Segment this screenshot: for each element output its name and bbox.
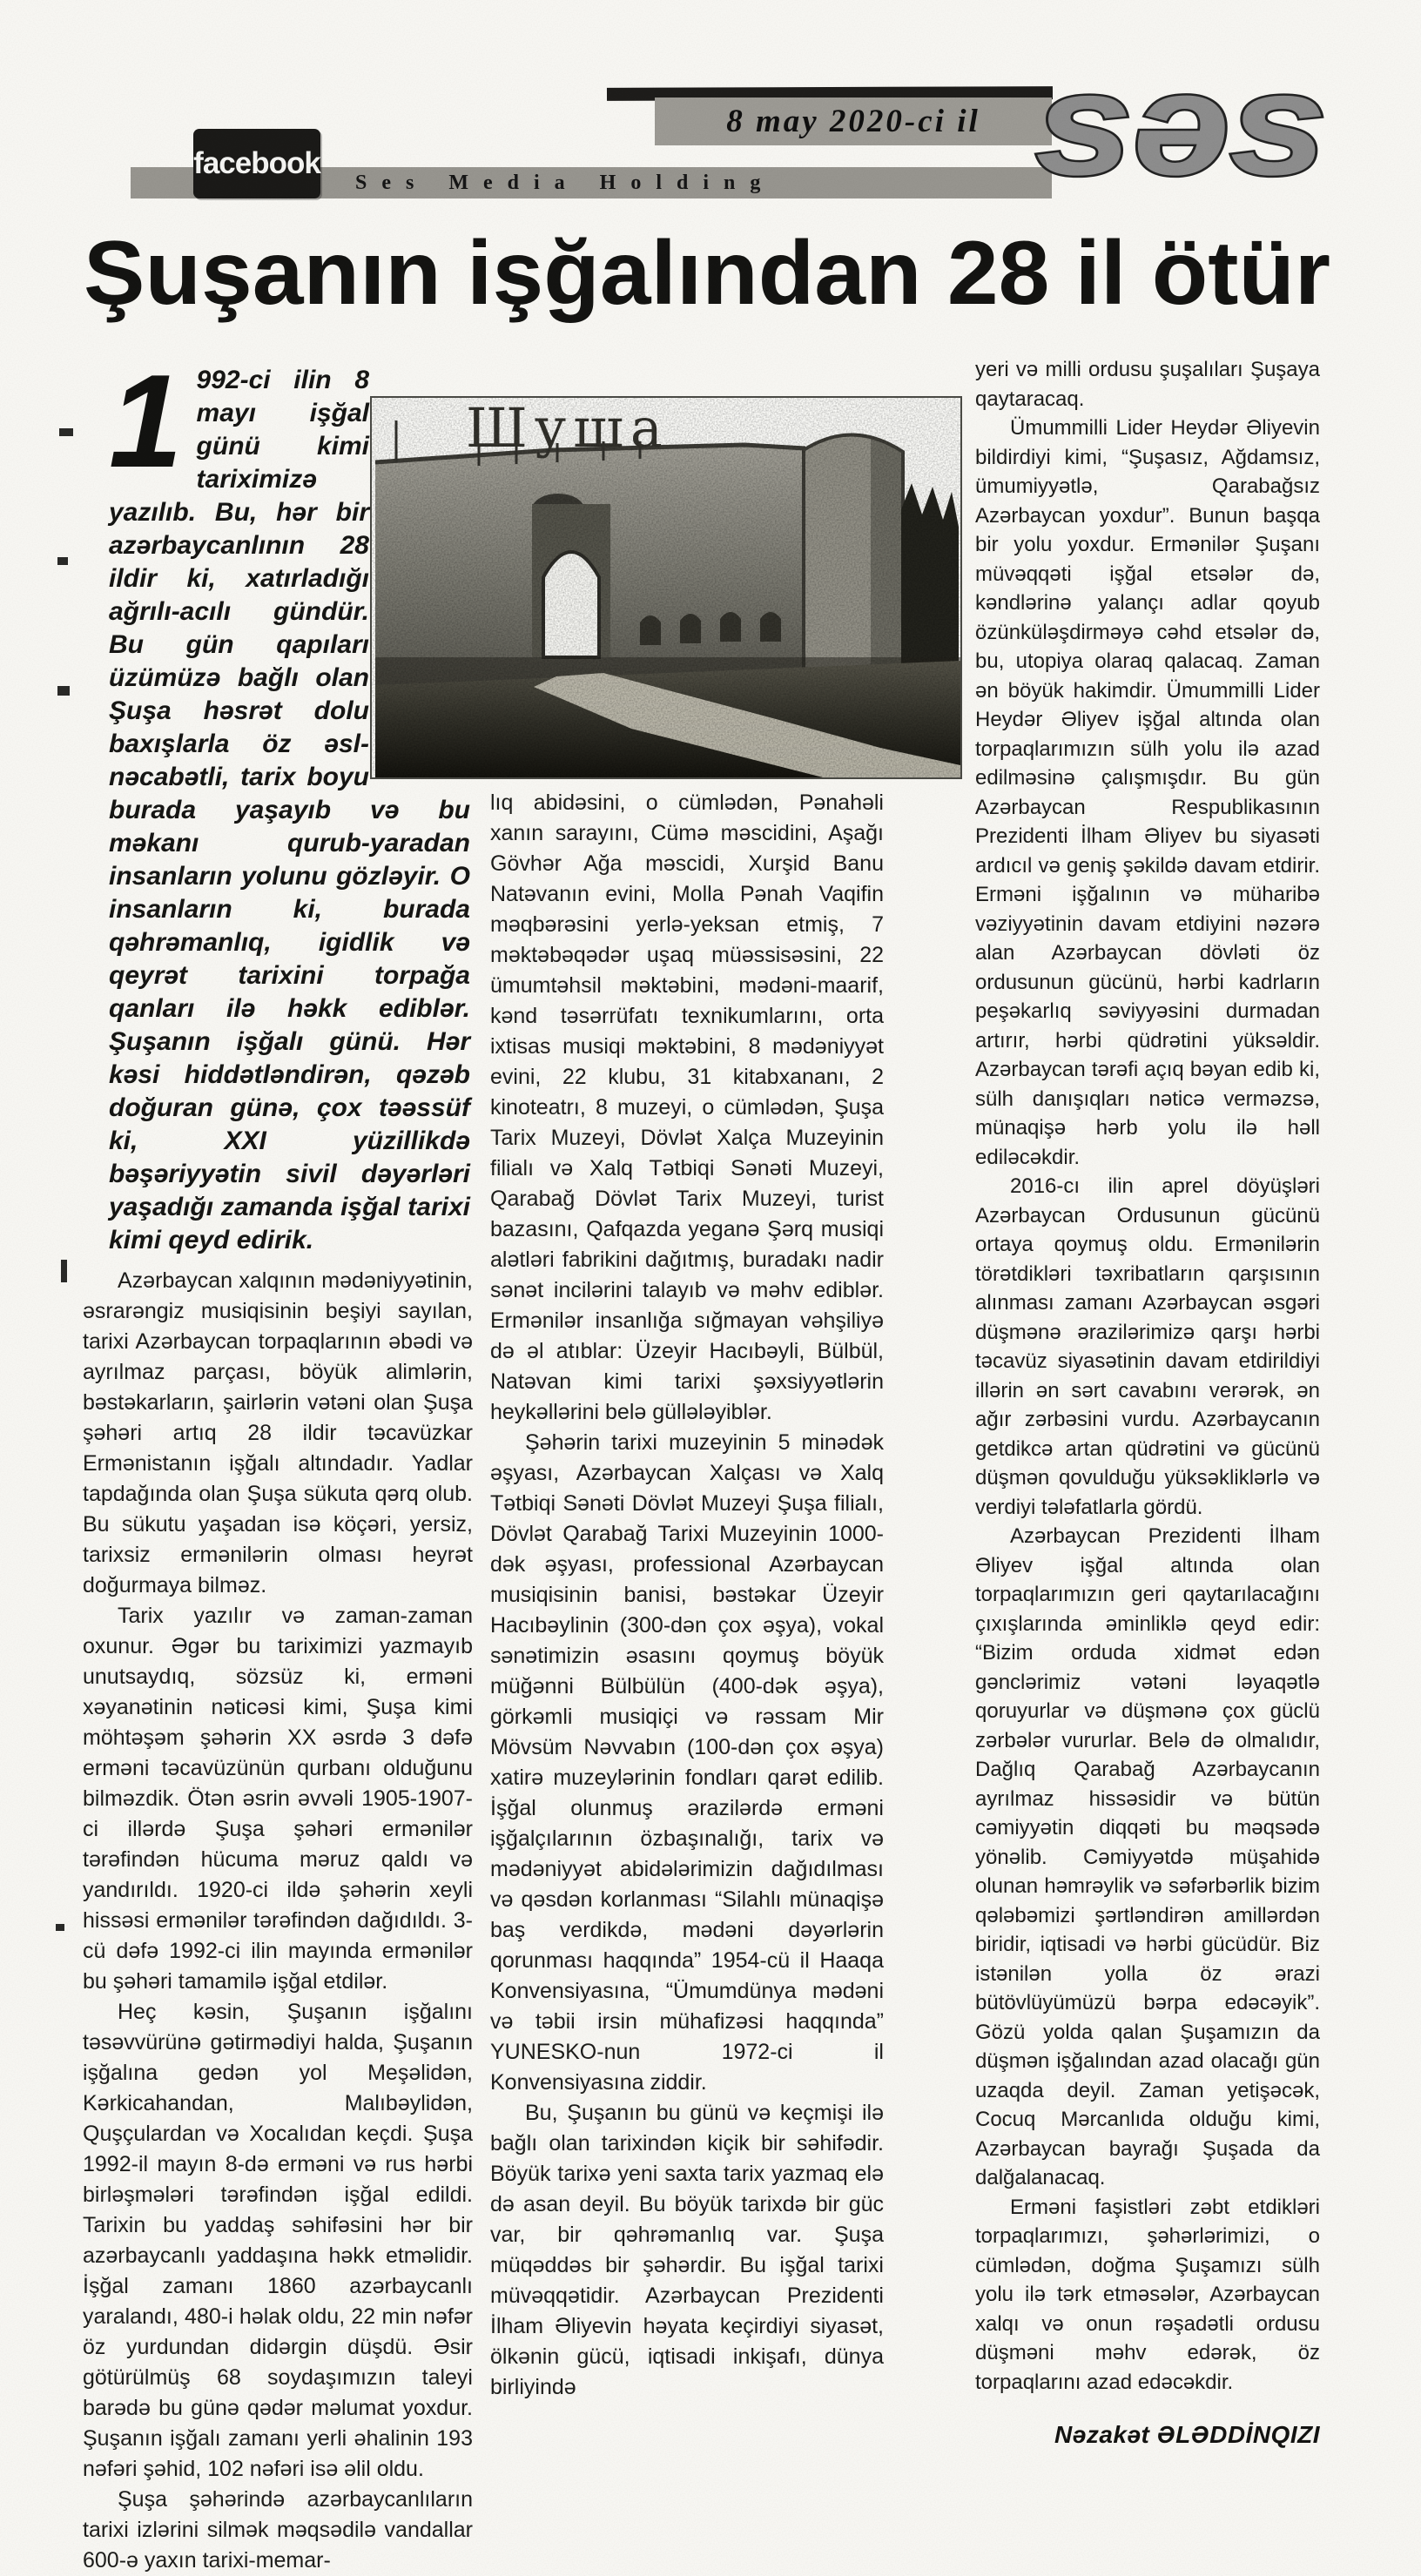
- column-2: [490, 788, 884, 2494]
- body-paragraph: Şuşa şəhərində azərbaycanlıların tarixi izlərini silmək məqsədilə vandallar 600-ə yaxın tarixi-memar-: [83, 2487, 473, 2573]
- scan-artifact: [61, 1260, 67, 1282]
- facebook-logo: [193, 129, 320, 198]
- body-paragraph: Bu, Şuşanın bu günü və keçmişi ilə bağlı olan tarixindən kiçik bir səhifədir. Böyük tarixə yeni saxta tarix yazmaq elə də asan deyil. Bu böyük tarixdə bir güc var, bir qəhrəmanlıq var. Şuşa müqəddəs bir şəhərdir. Bu işğal tarixi müvəqqətidir. Azərbaycan Prezidenti İlham Əliyevin həyata keçirdiyi siyasət, ölkənin gücü, iqtisadi inkişafı, dünya birliyində: [490, 2101, 884, 2399]
- issue-date: 8 may 2020-ci il: [726, 104, 980, 139]
- author-byline: Nəzakət ƏLƏDDİNQIZI: [1054, 2421, 1320, 2448]
- column-1: [83, 347, 473, 2573]
- issue-date-box: [655, 98, 1052, 145]
- scan-artifact: [59, 428, 73, 436]
- dropcap: 1: [109, 347, 183, 495]
- page-title: Şuşanın işğalından 28 il ötür: [84, 223, 1330, 324]
- body-paragraph: lıq abidəsini, o cümlədən, Pənahəli xanın sarayını, Cümə məscidini, Aşağı Gövhər Ağa məscidi, Xurşid Banu Natəvanın evini, Molla Pənah Vaqifin məqbərəsini yerlə-yeksan etmiş, 7 məktəbəqədər uşaq müəssisəsini, 22 ümumtəhsil məktəbini, mədəni-maarif, kənd təsərrüfatı texnikumlarını, orta ixtisas musiqi məktəbini, 8 mədəniyyət evini, 22 klubu, 31 kitabxananı, 2 kinoteatrı, 8 muzeyi, o cümlədən, Şuşa Tarix Muzeyi, Dövlət Xalça Muzeyinin filialı və Xalq Tətbiqi Sənəti Muzeyi, Qarabağ Dövlət Tarix Muzeyi, turist bazasını, Qafqazda yeganə Şərq musiqi alətləri fabrikini dağıtmış, buradakı nadir sənət incilərini talayıb və məhv ediblər. Ermənilər insanlığa sığmayan vəhşiliyə də əl atıblar: Üzeyir Hacıbəyli, Bülbül, Natəvan kimi tarixi şəxsiyyətlərin heykəllərini belə güllələyiblər.: [490, 790, 884, 1424]
- body-paragraph: 2016-cı ilin aprel döyüşləri Azərbaycan Ordusunun gücünü ortaya qoymuş oldu. Ermənilərin törətdikləri təxribatların qarşısının alınması zamanı Azərbaycan əsgəri düşmənə ərazilərimizə qarşı hərbi təcavüz siyasətinin davam etdirildiyi illərin ən sərt cavabını verərək, ən ağır zərbəsini vurdu. Azərbaycanın getdikcə artan qüdrətini və gücünü düşmən qovulduğu yüksəkliklərlə və verdiyi tələfatlarla gördü.: [975, 1174, 1320, 1519]
- scan-artifact: [56, 1924, 64, 1931]
- facebook-logo-label: facebook: [193, 146, 320, 180]
- lead-text: 992-ci ilin 8 mayı işğal günü kimi tariximizə yazılıb. Bu, hər bir azərbaycanlının 28 ildir ki, xatırladığı ağrılı-acılı gündür. Bu gün qapıları üzümüzə bağlı olan Şuşa həsrət dolu baxışlarla öz əsl-nəcabətli, tarix boyu burada yaşayıb və bu məkanı qurub-yaradan insanların yolunu gözləyir. O insanların ki, burada qəhrəmanlıq, igidlik və qeyrət tarixini torpağa qanları ilə həkk ediblər. Şuşanın işğalı günü. Hər kəsi hiddətləndirən, qəzəb doğuran günə, çox təəssüf ki, XXI yüzillikdə bəşəriyyətin sivil dəyərləri yaşadığı zamanda işğal tarixi kimi qeyd edirik.: [109, 366, 470, 1254]
- body-paragraph: Azərbaycan xalqının mədəniyyətinin, əsrarəngiz musiqisinin beşiyi sayılan, tarixi Azərbaycan torpaqlarının əbədi və ayrılmaz parçası, böyük alimlərin, bəstəkarların, şairlərin vətəni olan Şuşa şəhəri artıq 28 ildir təcavüzkar Ermənistanın işğalı altındadır. Yadlar tapdağında olan Şuşa sükuta qərq olub. Bu sükutu yaşadan isə köçəri, yersiz, tarixsiz ermənilərin olması heyrət doğurmaya bilməz.: [83, 1268, 473, 1597]
- column-3: [975, 355, 1320, 2486]
- ses-logo-text: səs: [1035, 42, 1327, 205]
- shusha-sign-text: Шуша: [466, 396, 670, 460]
- media-holding-label: Ses Media Holding: [355, 172, 776, 194]
- body-paragraph: Azərbaycan Prezidenti İlham Əliyev işğal altında olan torpaqlarımızın geri qaytarılacağını çıxışlarında əminliklə qeyd edir: “Bizim orduda xidmət edən gənclərimiz vətəni ləyaqətlə qoruyurlar və düşmənə çox güclü zərbələr vururlar. Belə də olmalıdır, Dağlıq Qarabağ Azərbaycanın ayrılmaz hissəsidir və bütün cəmiyyətin diqqəti bu məqsədə yönəlib. Cəmiyyətdə müşahidə olunan həmrəylik və səfərbərlik bizim qələbəmizi şərtləndirən amillərdən biridir, iqtisadi və hərbi gücüdür. Biz istənilən yolla öz ərazi bütövlüyümüzü bərpa edəcəyik”. Gözü yolda qalan Şuşamızın da düşmən işğalından azad olacağı gün uzaqda deyil. Zaman yetişəcək, Cocuq Mərcanlıda olduğu kimi, Azərbaycan bayrağı Şuşada da dalğalanacaq.: [975, 1524, 1320, 2189]
- headline-block: [82, 216, 1337, 327]
- body-paragraph: Tarix yazılır və zaman-zaman oxunur. Əgər bu tariximizi yazmayıb unutsaydıq, sözsüz ki, erməni xəyanətinin nəticəsi kimi, Şuşa kimi möhtəşəm şəhərin XX əsrdə 3 dəfə erməni təcavüzünün qurbanı olduğunu bilməzdik. Ötən əsrin əvvəli 1905-1907-ci illərdə Şuşa şəhəri ermənilər tərəfindən hücuma məruz qaldı və yandırıldı. 1920-ci ildə şəhərin xeyli hissəsi ermənilər tərəfindən dağıdıldı. 3-cü dəfə 1992-ci ilin mayında ermənilər bu şəhəri tamamilə işğal etdilər.: [83, 1604, 473, 1994]
- body-paragraph: Şəhərin tarixi muzeyinin 5 minədək əşyası, Azərbaycan Xalçası və Xalq Tətbiqi Sənəti Dövlət Muzeyi Şuşa filialı, Dövlət Qarabağ Tarixi Muzeyinin 1000-dək əşyası, professional Azərbaycan musiqisinin banisi, bəstəkar Üzeyir Hacıbəylinin (300-dən çox əşya), vokal sənətimizin əsasını qoymuş böyük müğənni Bülbülün (400-dək əşya), görkəmli musiqiçi və rəssam Mir Mövsüm Nəvvabın (100-dən çox əşya) xatirə muzeylərinin fondları qarət edilib. İşğal olunmuş ərazilərdə erməni işğalçılarının özbaşınalığı, tarix və mədəniyyət abidələrimizin dağıdılması və qəsdən korlanması “Silahlı münaqişə baş verdikdə, mədəni dəyərlərin qorunması haqqında” 1954-cü il Haaqa Konvensiyasına, “Ümumdünya mədəni və təbii irsin mühafizəsi haqqında” YUNESKO-nun 1972-ci il Konvensiyasına ziddir.: [490, 1430, 884, 2095]
- scan-artifact: [57, 557, 68, 565]
- photo-wrap-spacer: [369, 364, 470, 780]
- ses-newspaper-logo: [1030, 42, 1337, 205]
- scan-artifact: [57, 686, 70, 696]
- body-paragraph: Heç kəsin, Şuşanın işğalını təsəvvürünə gətirmədiyi halda, Şuşanın işğalına gedən yol Meşəlidən, Kərkicahandan, Malıbəylidən, Quşçulardan və Xocalıdan keçdi. Şuşa 1992-il mayın 8-də erməni və rus hərbi birləşmələri tərəfindən işğal edildi. Tarixin bu yaddaş səhifəsini hər bir azərbaycanlı yaddaşına həkk etməlidir. İşğal zamanı 1860 azərbaycanlı yaralandı, 480-i həlak oldu, 22 min nəfər öz yurdundan didərgin düşdü. Əsir götürülmüş 68 soydaşımızın taleyi barədə bu günə qədər məlumat yoxdur. Şuşanın işğalı zamanı yerli əhalinin 193 nəfəri şəhid, 102 nəfəri isə əlil oldu.: [83, 2000, 473, 2481]
- body-paragraph: Erməni faşistləri zəbt etdikləri torpaqlarımızı, şəhərlərimizi, o cümlədən, doğma Şuşamızı sülh yolu ilə tərk etməsələr, Azərbaycan xalqı və onun rəşadətli ordusu düşməni məhv edərək, öz torpaqlarını azad edəcəkdir.: [975, 2195, 1320, 2394]
- body-paragraph: Ümummilli Lider Heydər Əliyevin bildirdiyi kimi, “Şuşasız, Ağdamsız, ümumiyyətlə, Qarabağsız Azərbaycan yoxdur”. Bunun başqa bir yolu yoxdur. Ermənilər Şuşanı müvəqqəti işğal etsələr də, kəndlərinə yalançı adlar qoyub özünküləşdirməyə cəhd etsələr də, bu, utopiya olaraq qalacaq. Zaman ən böyük hakimdir. Ümummilli Lider Heydər Əliyev işğal altında olan torpaqlarımızın sülh yolu ilə azad edilməsinə çalışmışdır. Bu gün Azərbaycan Respublikasının Prezidenti İlham Əliyev bu siyasəti ardıcıl və geniş şəkildə davam etdirir. Erməni işğalının və müharibə vəziyyətinin davam etdiyini nəzərə alan Azərbaycan dövləti öz ordusunun gücünü, hərbi kadrların peşəkarlıq səviyyəsini durmadan artırır, hərbi qüdrətini yüksəldir. Azərbaycan tərəfi açıq bəyan edib ki, sülh danışıqları nəticə verməzsə, münaqişə hərb yolu ilə həll ediləcəkdir.: [975, 416, 1320, 1169]
- lead-paragraph: [109, 347, 470, 1257]
- body-paragraph: yeri və milli ordusu şuşalıları Şuşaya qaytaracaq.: [975, 358, 1320, 411]
